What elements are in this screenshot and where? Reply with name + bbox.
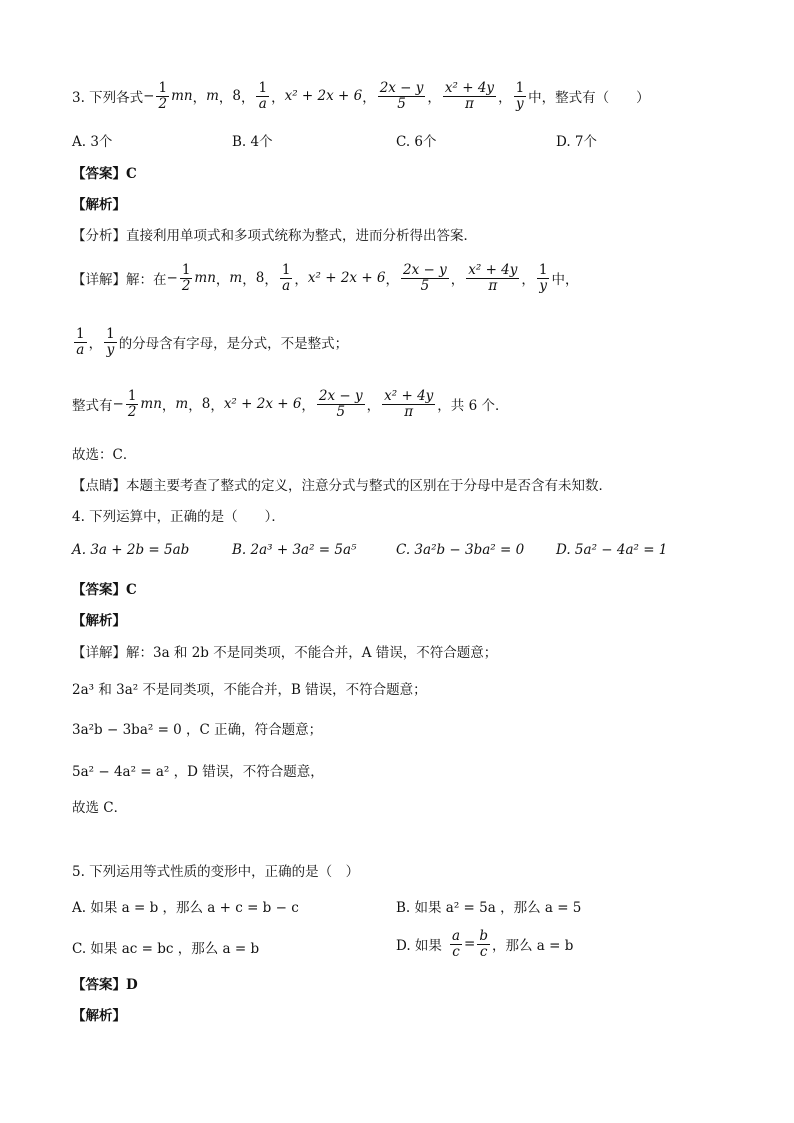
sep: ， bbox=[88, 336, 103, 352]
fraction-1-y bbox=[537, 263, 550, 292]
term-8: 8 bbox=[201, 396, 211, 412]
q3-dianjing: 【点睛】本题主要考查了整式的定义，注意分式与整式的区别在于分母中是否含有未知数． bbox=[72, 478, 612, 494]
frac-den: 2 bbox=[158, 95, 168, 112]
frac-num: 2x − y bbox=[379, 80, 424, 97]
term-8: 8 bbox=[232, 88, 241, 104]
fraction-x2-4y bbox=[382, 389, 435, 418]
equals: = bbox=[464, 936, 476, 952]
q5-option-c: C. 如果 ac = bc ，那么 a = b bbox=[72, 941, 260, 957]
term-mn: mn bbox=[194, 270, 216, 286]
term-m: m bbox=[175, 396, 189, 412]
q3-guxuan: 故选：C． bbox=[72, 447, 137, 463]
q4-option-d: D. 5a² − 4a² = 1 bbox=[556, 542, 668, 558]
xiangjie-suffix: 中， bbox=[551, 272, 579, 288]
fraction-a-c bbox=[450, 929, 462, 958]
q3-fenxi: 【分析】直接利用单项式和多项式统称为整式，进而分析得出答案． bbox=[72, 228, 477, 244]
sep: ， bbox=[215, 272, 230, 288]
sep: ， bbox=[161, 398, 176, 414]
frac-den: y bbox=[106, 341, 115, 358]
frac-den: a bbox=[76, 341, 85, 358]
q5-analysis-label: 【解析】 bbox=[72, 1008, 126, 1024]
term-m: m bbox=[206, 88, 219, 104]
sep: ， bbox=[521, 272, 535, 288]
q5-option-a: A. 如果 a = b ，那么 a + c = b − c bbox=[72, 900, 299, 916]
frac-den: 5 bbox=[397, 95, 406, 112]
optd-suffix: ，那么 a = b bbox=[491, 938, 574, 954]
sep: ， bbox=[240, 90, 255, 106]
q4-line3: 3a²b − 3ba² = 0 ，C 正确，符合题意； bbox=[72, 722, 323, 738]
sep: ， bbox=[498, 90, 512, 106]
q3-suffix: 中，整式有（ ） bbox=[528, 90, 650, 106]
q4-option-a: A. 3a + 2b = 5ab bbox=[72, 542, 190, 558]
frac-den: c bbox=[479, 943, 488, 960]
frac-num: x² + 4y bbox=[468, 262, 518, 279]
frac-den: 2 bbox=[127, 403, 137, 420]
q3-stem bbox=[72, 78, 754, 114]
q3-option-b: B. 4个 bbox=[232, 134, 273, 150]
xiangjie-prefix: 【详解】解：在 bbox=[72, 272, 167, 288]
frac-num: 2x − y bbox=[318, 388, 363, 405]
sep: ， bbox=[385, 272, 400, 288]
q5-title: 5. 下列运用等式性质的变形中，正确的是（ ） bbox=[72, 864, 360, 880]
q3-analysis-label: 【解析】 bbox=[72, 197, 126, 213]
frac-den: π bbox=[404, 403, 414, 420]
frac-den: 2 bbox=[181, 277, 191, 294]
line2-suffix: 的分母含有字母，是分式，不是整式； bbox=[118, 336, 349, 352]
frac-den: y bbox=[539, 277, 547, 294]
q4-option-b: B. 2a³ + 3a² = 5a⁵ bbox=[232, 542, 357, 558]
term-poly: x² + 2x + 6 bbox=[307, 270, 386, 286]
q4-line1: 【详解】解：3a 和 2b 不是同类项，不能合并，A 错误，不符合题意； bbox=[72, 645, 498, 661]
sep: ， bbox=[210, 398, 224, 414]
fraction-1-a bbox=[256, 81, 269, 110]
sep: ， bbox=[192, 90, 207, 106]
fraction-half bbox=[180, 263, 193, 292]
q4-option-c: C. 3a²b − 3ba² = 0 bbox=[396, 542, 525, 558]
q3-minus: − bbox=[143, 88, 155, 104]
frac-den: a bbox=[282, 277, 291, 294]
q4-line2: 2a³ 和 3a² 不是同类项，不能合并，B 错误，不符合题意； bbox=[72, 682, 427, 698]
frac-den: π bbox=[488, 277, 498, 294]
q5-option-b: B. 如果 a² = 5a ，那么 a = 5 bbox=[396, 900, 582, 916]
q3-line2 bbox=[72, 322, 754, 362]
frac-den: 5 bbox=[336, 403, 346, 420]
fraction-x2-4y bbox=[466, 263, 519, 292]
term-m: m bbox=[229, 270, 243, 286]
sep: ， bbox=[301, 398, 315, 414]
optd-prefix: D. 如果 bbox=[396, 938, 442, 954]
term-8: 8 bbox=[255, 270, 265, 286]
fraction-1-y bbox=[104, 327, 117, 356]
frac-den: y bbox=[516, 95, 524, 112]
fraction-half bbox=[156, 81, 169, 110]
frac-num: 1 bbox=[515, 80, 525, 97]
fraction-2x-y bbox=[401, 263, 449, 292]
frac-num: 1 bbox=[538, 262, 548, 279]
sep: ， bbox=[264, 272, 278, 288]
q3-answer: 【答案】C bbox=[72, 166, 137, 182]
sep: ， bbox=[362, 90, 376, 106]
sep: ， bbox=[427, 90, 441, 106]
frac-den: π bbox=[465, 95, 474, 112]
q4-answer: 【答案】C bbox=[72, 582, 137, 598]
q3-option-a: A. 3个 bbox=[72, 134, 113, 150]
fraction-2x-y bbox=[378, 81, 426, 110]
minus: − bbox=[166, 270, 178, 286]
sep: ， bbox=[242, 272, 256, 288]
q4-line4: 5a² − 4a² = a² ，D 错误，不符合题意， bbox=[72, 764, 324, 780]
line3-prefix: 整式有 bbox=[72, 398, 113, 414]
fraction-1-y bbox=[514, 81, 527, 110]
frac-den: a bbox=[258, 95, 267, 112]
frac-num: 1 bbox=[281, 262, 291, 279]
sep: ， bbox=[188, 398, 202, 414]
frac-num: 1 bbox=[106, 326, 115, 343]
line3-suffix: ，共 6 个． bbox=[437, 398, 509, 414]
q4-title: 4. 下列运算中，正确的是（ ）． bbox=[72, 509, 285, 525]
sep: ， bbox=[294, 272, 308, 288]
fraction-half bbox=[126, 389, 139, 418]
frac-num: b bbox=[479, 928, 488, 945]
q3-line3 bbox=[72, 384, 754, 424]
q3-xiangjie bbox=[72, 258, 754, 298]
frac-num: 1 bbox=[181, 262, 191, 279]
frac-num: x² + 4y bbox=[384, 388, 434, 405]
q4-guxuan: 故选 C． bbox=[72, 800, 128, 816]
frac-den: 5 bbox=[420, 277, 430, 294]
frac-num: 2x − y bbox=[403, 262, 447, 279]
fraction-2x-y bbox=[317, 389, 365, 418]
q3-prefix: 3. 下列各式 bbox=[72, 90, 144, 106]
sep: ， bbox=[366, 398, 381, 414]
q5-answer: 【答案】D bbox=[72, 977, 138, 993]
minus: − bbox=[112, 396, 124, 412]
frac-num: x² + 4y bbox=[444, 80, 495, 97]
fraction-1-a bbox=[280, 263, 293, 292]
fraction-b-c bbox=[477, 929, 490, 958]
frac-den: c bbox=[452, 943, 460, 960]
fraction-1-a bbox=[74, 327, 87, 356]
q5-option-d bbox=[396, 924, 573, 964]
term-poly: x² + 2x + 6 bbox=[284, 88, 363, 104]
frac-num: 1 bbox=[127, 388, 137, 405]
term-mn: mn bbox=[171, 88, 193, 104]
sep: ， bbox=[218, 90, 233, 106]
frac-num: 1 bbox=[76, 326, 85, 343]
sep: ， bbox=[450, 272, 465, 288]
frac-num: a bbox=[451, 928, 460, 945]
fraction-x2-4y bbox=[443, 81, 496, 110]
q3-option-d: D. 7个 bbox=[556, 134, 598, 150]
q3-option-c: C. 6个 bbox=[396, 134, 437, 150]
frac-num: 1 bbox=[158, 80, 168, 97]
q4-analysis-label: 【解析】 bbox=[72, 613, 126, 629]
term-poly: x² + 2x + 6 bbox=[223, 396, 302, 412]
frac-num: 1 bbox=[258, 80, 268, 97]
term-mn: mn bbox=[140, 396, 162, 412]
sep: ， bbox=[271, 90, 285, 106]
